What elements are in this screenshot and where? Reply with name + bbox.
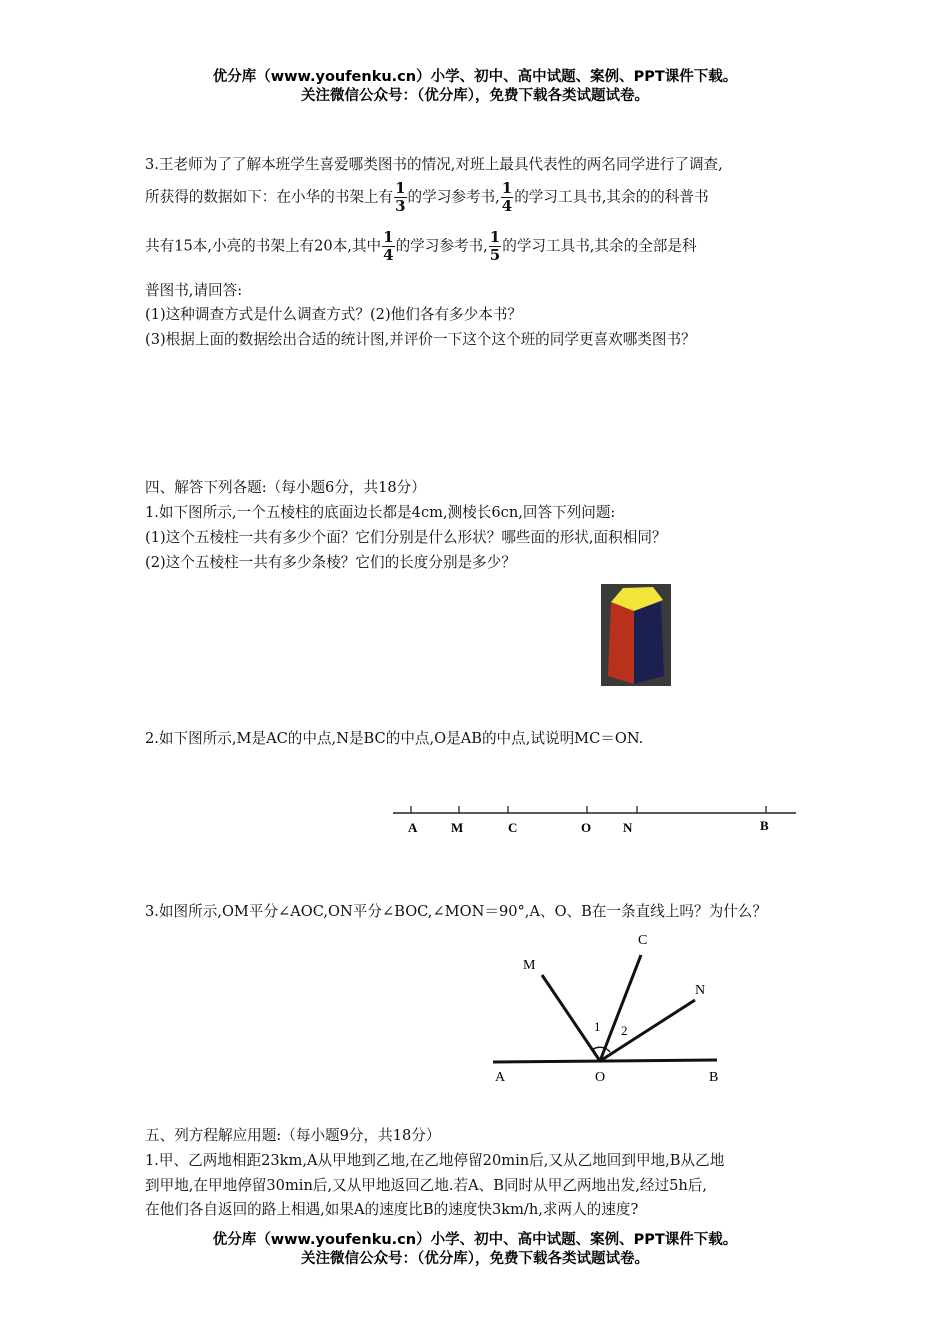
label-n: N: [695, 983, 706, 998]
page-header: [0, 68, 950, 106]
q3-text: 的学习参考书,: [395, 237, 488, 255]
label-n: N: [623, 820, 633, 835]
label-o: O: [581, 820, 592, 835]
s5-p1-line-1: 1.甲、乙两地相距23km,A从甲地到乙地,在乙地停留20min后,又从乙地回到甲地,B从乙地: [145, 1152, 725, 1169]
section5-title: 五、列方程解应用题:（每小题9分，共18分）: [145, 1127, 441, 1144]
s4-p2-line-1: 2.如下图所示,M是AC的中点,N是BC的中点,O是AB的中点,试说明MC＝ON.: [145, 730, 644, 747]
ray-on: [600, 1000, 695, 1061]
footer-line-2: 关注微信公众号：（优分库），免费下载各类试题试卷。: [301, 1251, 649, 1267]
label-c: C: [508, 820, 518, 835]
q3-text: 的学习工具书,其余的全部是科: [502, 237, 697, 255]
segment-diagram: [390, 800, 800, 840]
section4-title: 四、解答下列各题:（每小题6分，共18分）: [145, 479, 426, 496]
s4-p1-line-2: (1)这个五棱柱一共有多少个面？它们分别是什么形状？哪些面的形状,面积相同？: [145, 529, 667, 546]
pentagonal-prism-image: [601, 584, 671, 686]
prism-face-red: [608, 602, 634, 684]
fraction: $\frac{1}{4}$: [501, 179, 513, 215]
s4-p1-line-3: (2)这个五棱柱一共有多少条棱？它们的长度分别是多少？: [145, 554, 516, 571]
s4-p1-line-1: 1.如下图所示,一个五棱柱的底面边长都是4cm,测棱长6cn,回答下列问题:: [145, 504, 616, 521]
fraction: $\frac{1}{3}$: [395, 179, 406, 215]
header-line-2: 关注微信公众号：（优分库），免费下载各类试题试卷。: [301, 88, 649, 104]
prism-face-blue: [634, 602, 664, 684]
q3-line-4: 普图书,请回答:: [145, 282, 243, 299]
s5-p1-line-2: 到甲地,在甲地停留30min后,又从甲地返回乙地.若A、B同时从甲乙两地出发,经过5h后,: [145, 1177, 708, 1194]
q3-line-5: (1)这种调查方式是什么调查方式？(2)他们各有多少本书？: [145, 306, 523, 323]
q3-text: 的学习参考书,: [407, 188, 500, 206]
label-a: A: [408, 820, 418, 835]
label-a: A: [495, 1070, 506, 1085]
page-footer: [0, 1231, 950, 1269]
label-b: B: [709, 1070, 719, 1085]
angle-1-label: 1: [594, 1019, 601, 1034]
q3-line-3: [145, 229, 697, 264]
q3-line-6: (3)根据上面的数据绘出合适的统计图,并评价一下这个这个班的同学更喜欢哪类图书？: [145, 331, 696, 348]
angle-diagram: [488, 925, 728, 1090]
q3-line-2: [145, 180, 709, 215]
angle-2-label: 2: [621, 1023, 628, 1038]
fraction: $\frac{1}{5}$: [489, 228, 501, 264]
s4-p3-line-1: 3.如图所示,OM平分∠AOC,ON平分∠BOC,∠MON＝90°,A、O、B在一条直线上吗？为什么？: [145, 903, 767, 920]
label-c: C: [638, 933, 648, 948]
label-o: O: [595, 1070, 606, 1085]
label-m: M: [523, 958, 536, 973]
label-m: M: [451, 820, 464, 835]
fraction: $\frac{1}{4}$: [383, 228, 394, 264]
ray-oc: [600, 955, 641, 1061]
s5-p1-line-3: 在他们各自返回的路上相遇,如果A的速度比B的速度快3km/h,求两人的速度?: [145, 1201, 639, 1218]
footer-line-1: 优分库（www.youfenku.cn）小学、初中、高中试题、案例、PPT课件下载。: [212, 1232, 738, 1248]
ray-om: [542, 975, 600, 1061]
line-aob: [493, 1060, 717, 1062]
q3-text: 所获得的数据如下：在小华的书架上有: [145, 188, 394, 206]
label-b: B: [760, 818, 769, 833]
q3-text: 的学习工具书,其余的的科普书: [514, 188, 709, 206]
q3-line-1: 3.王老师为了了解本班学生喜爱哪类图书的情况,对班上最具代表性的两名同学进行了调查,: [145, 156, 723, 173]
q3-text: 共有15本,小亮的书架上有20本,其中: [145, 237, 382, 255]
header-line-1: 优分库（www.youfenku.cn）小学、初中、高中试题、案例、PPT课件下载。: [212, 69, 738, 85]
